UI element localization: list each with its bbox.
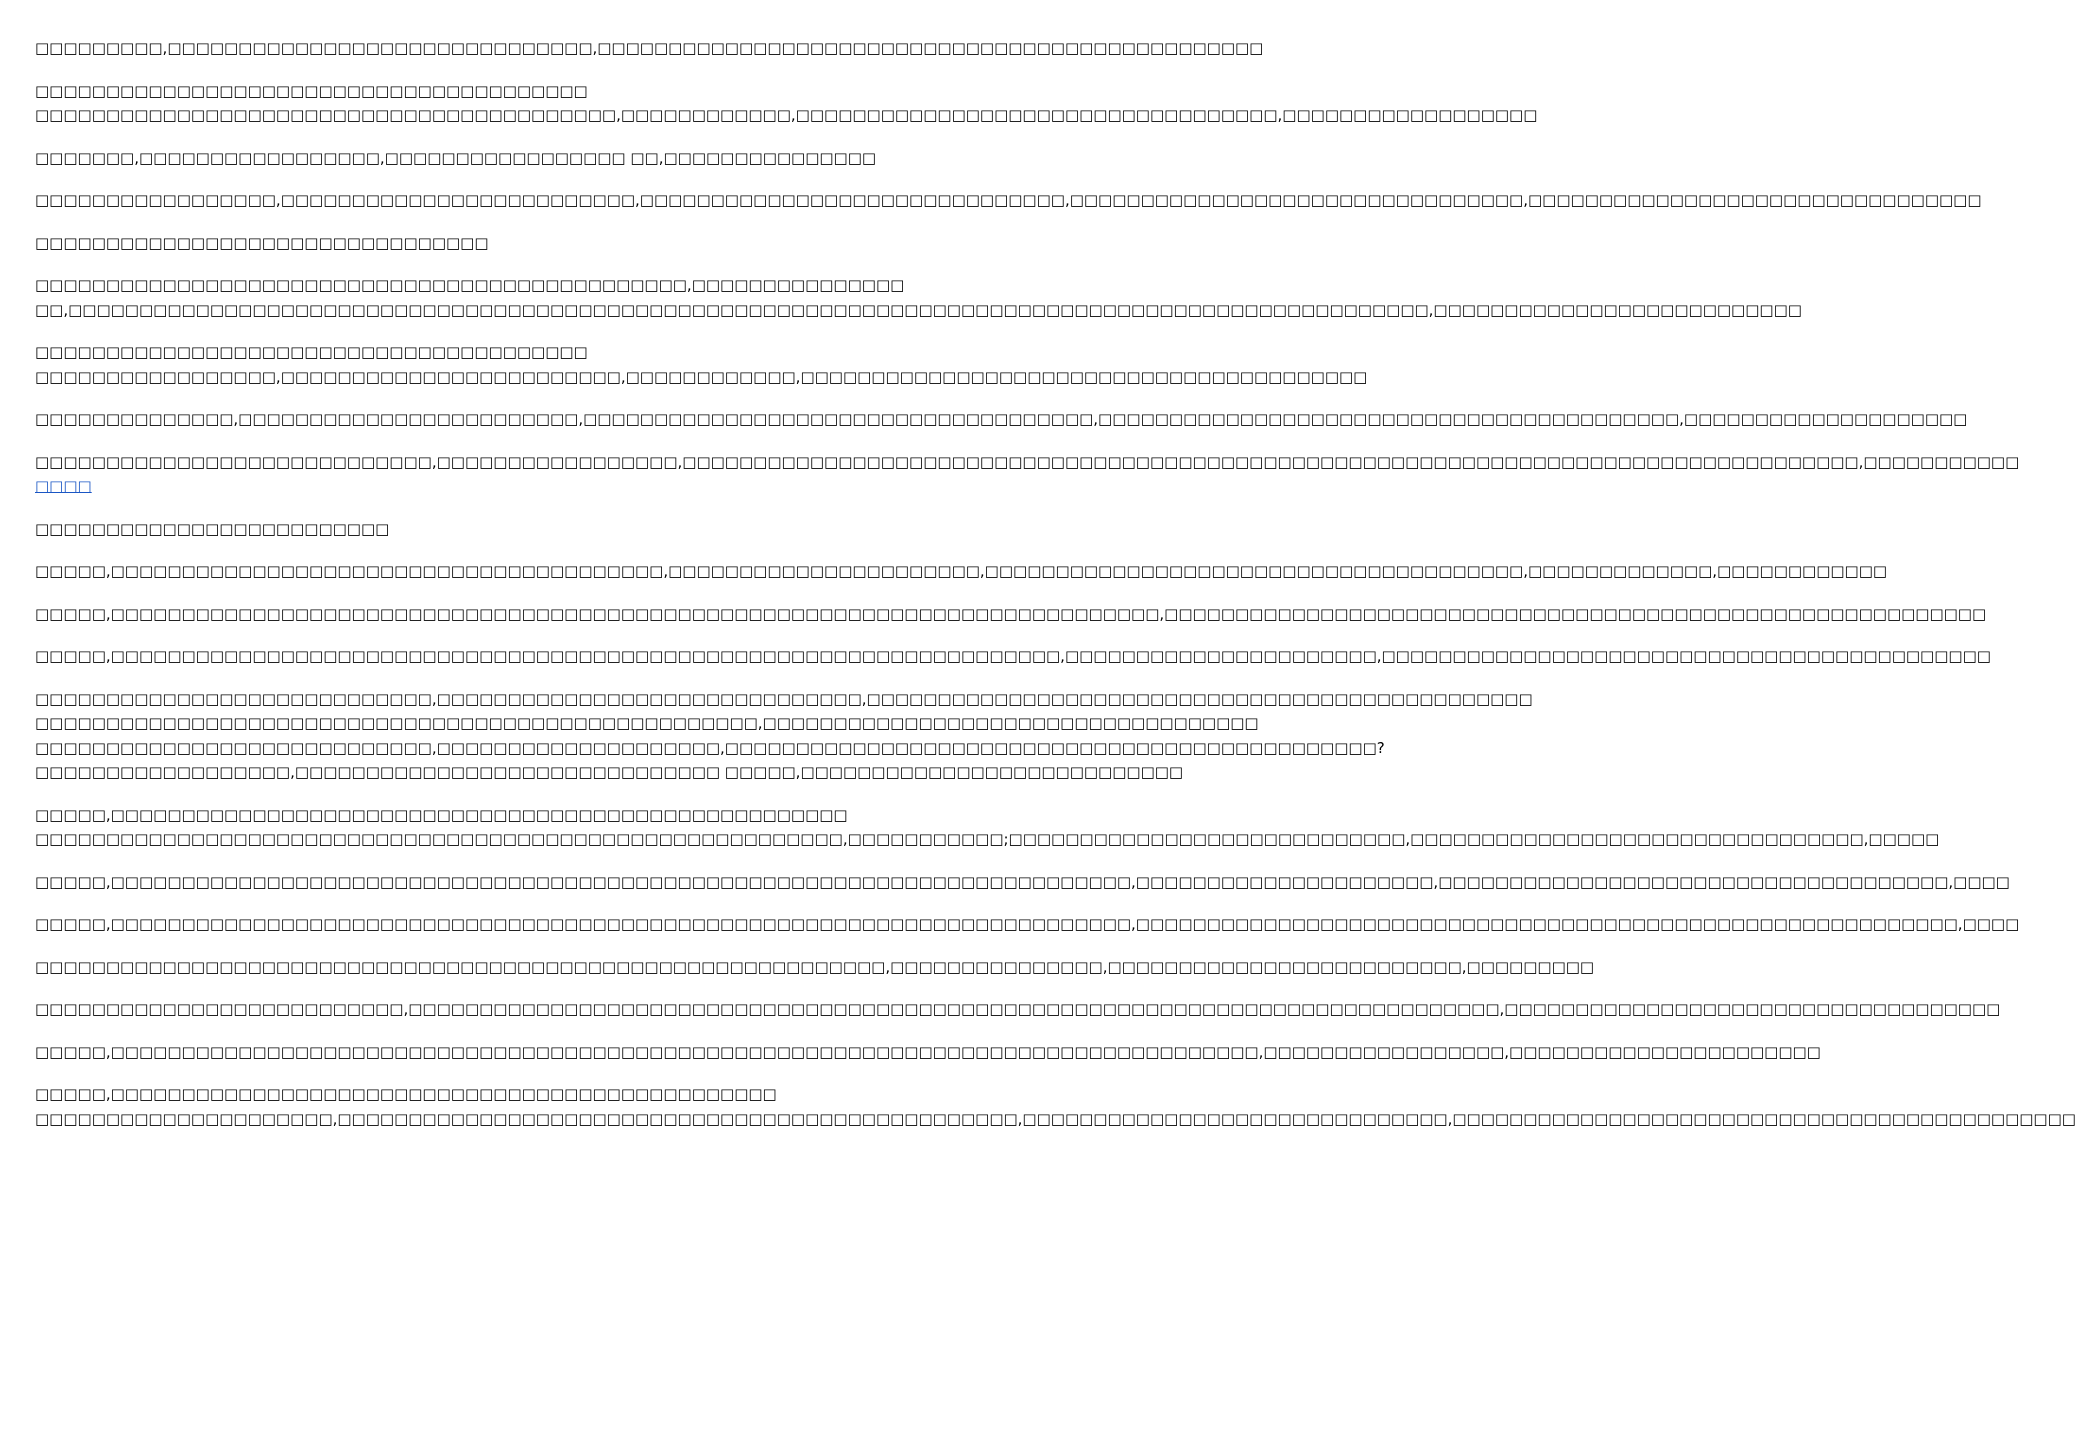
- text-line: □□□□□□□□□□□□□□□□□□□□□□□□□□□□□□□□: [35, 233, 489, 252]
- document-body: [35, 36, 2076, 1149]
- paragraph: [35, 36, 1264, 61]
- text-line: □□□□□□□□□□□□□□□□□□□□□□□□□□□□,□□□□□□□□□□□□□□□□□,□□□□□□□□□□□□□□□□□□□□□□□□□□□□□□□□□□□□□□□□□□□□□□□□□□□□□□□□□□□□□□□□□□□□□□□□□□□□□□□□□□□,□□□□□□□□□□□: [35, 452, 2020, 471]
- text-line: □□□□□□□□□□□□□□□□□□□□□□□□□□□□□□□□□□□□□□□: [35, 343, 588, 361]
- paragraph: [35, 231, 990, 256]
- text-line: □□□□□□□□□□□□□□□□□,□□□□□□□□□□□□□□□□□□□□□□□□□,□□□□□□□□□□□□□□□□□□□□□□□□□□□□□□,□□□□□□□□□□□□□□□□□□□□□□□□□□□□□□□□,□□□□□□□□□□□□□□□□□□□□□□□□□□□□□□□□: [35, 191, 1982, 209]
- text-line: □□□□□□□□□□□□□□□□□□□□□□□□□□□□□□□□□□□□□□□□□□□□□□□□□□□,□□□□□□□□□□□□□□□□□□□□□□□□□□□□□□□□□□□: [35, 714, 1259, 732]
- text-line: □□□□□□□□□□□□□□□□□□□□□□□□□□□□,□□□□□□□□□□□□□□□□□□□□,□□□□□□□□□□□□□□□□□□□□□□□□□□□□□□□□□□□□□□□□□□□□□□?: [35, 738, 1385, 757]
- paragraph: [35, 273, 1802, 322]
- text-line: □□□□□,□□□□□□□□□□□□□□□□□□□□□□□□□□□□□□□□□□□□□□□□□□□□□□□□□□□□□□□□□□□□□□□□□□□□□□□□,□□□□□□□□□□□□□□□□□□□□□□□□□□□□□□□□□□□□□□□□□□□□□□□□□□□□□□□□□□,□□□□: [35, 915, 2020, 933]
- paragraph: [35, 1040, 1821, 1065]
- text-line: □□□□□□□□□□□□□□,□□□□□□□□□□□□□□□□□□□□□□□□,□□□□□□□□□□□□□□□□□□□□□□□□□□□□□□□□□□□□,□□□□□□□□□□□□□□□□□□□□□□□□□□□□□□□□□□□□□□□□□,□□□□□□□□□□□□□□□□□□□□: [35, 410, 1968, 428]
- text-line: □□□□□□□□□□□□□□□□□□□□□□□□□□□□□□□□□□□□□□□□□□□□□□□□□□□□□□□□□□□□,□□□□□□□□□□□□□□□,□□□□□□□□□□□□□□□□□□□□□□□□□,□□□□□□□□□: [35, 957, 1595, 976]
- text-line: □□□□□,□□□□□□□□□□□□□□□□□□□□□□□□□□□□□□□□□□□□□□□□□□□□□□□□□□□□□□□□□□□□□□□□□□□□□□□□□□□□□□□□□,□□□□□□□□□□□□□□□□□,□□□□□□□□□□□□□□□□□□□□□□: [35, 1042, 1821, 1061]
- text-line: □□□□□□□□□□□□□□□□□□□□□□□□□: [35, 519, 390, 538]
- paragraph: [35, 450, 2020, 499]
- text-line: □□,□□□□□□□□□□□□□□□□□□□□□□□□□□□□□□□□□□□□□□□□□□□□□□□□□□□□□□□□□□□□□□□□□□□□□□□□□□□□□□□□□□□□□□□□□□□□□□□□,□□□□□□□□□□□□□□□□□□□□□□□□□□: [35, 300, 1802, 319]
- text-line: □□□□□□□,□□□□□□□□□□□□□□□□□,□□□□□□□□□□□□□□□□□ □□,□□□□□□□□□□□□□□□: [35, 148, 877, 167]
- text-line: □□□□□□□□□□□□□□□□□□□□□□□□□□□□□□□□□□□□□□□□□□□□□□,□□□□□□□□□□□□□□□: [35, 276, 905, 294]
- text-line: □□□□□□□□□,□□□□□□□□□□□□□□□□□□□□□□□□□□□□□□,□□□□□□□□□□□□□□□□□□□□□□□□□□□□□□□□□□□□□□□□□□□□□□□: [35, 39, 1264, 57]
- paragraph: [35, 517, 990, 542]
- paragraph: [35, 912, 2020, 937]
- paragraph: [35, 1082, 2076, 1131]
- paragraph: [35, 955, 1595, 980]
- text-line: □□□□□□□□□□□□□□□□□□□□□□□□□□□□□□□□□□□□□□□□□,□□□□□□□□□□□□,□□□□□□□□□□□□□□□□□□□□□□□□□□□□□□□□□□,□□□□□□□□□□□□□□□□□□: [35, 106, 1538, 124]
- text-line: □□□□□□□□□□□□□□□□□□□□□□□□□□,□□□□□□□□□□□□□□□□□□□□□□□□□□□□□□□□□□□□□□□□□□□□□□□□□□□□□□□□□□□□□□□□□□□□□□□□□□□□□,□□□□□□□□□□□□□□□□□□□□□□□□□□□□□□□□□□□: [35, 1000, 2001, 1018]
- paragraph: [35, 602, 1987, 627]
- paragraph: [35, 644, 1991, 669]
- text-line: □□□□□□□□□□□□□□□□□,□□□□□□□□□□□□□□□□□□□□□□□□,□□□□□□□□□□□□,□□□□□□□□□□□□□□□□□□□□□□□□□□□□□□□□□□□□□□□□: [35, 367, 1368, 386]
- text-line: □□□□□,□□□□□□□□□□□□□□□□□□□□□□□□□□□□□□□□□□□□□□□□□□□□□□□□□□□□: [35, 805, 848, 824]
- paragraph: [35, 803, 1940, 852]
- text-line: □□□□□,□□□□□□□□□□□□□□□□□□□□□□□□□□□□□□□□□□□□□□□□□□□□□□□□□□□□□□□□□□□□□□□□□□□□□□□□□□,□□□□□□□□□□□□□□□□□□□□□□□□□□□□□□□□□□□□□□□□□□□□□□□□□□□□□□□□□□: [35, 604, 1987, 623]
- paragraph: [35, 340, 1368, 389]
- paragraph: [35, 146, 990, 171]
- text-line: □□□□□,□□□□□□□□□□□□□□□□□□□□□□□□□□□□□□□□□□□□□□□□□□□□□□□□□□□□□□□□□□□□□□□□□□□,□□□□□□□□□□□□□□□□□□□□□□,□□□□□□□□□□□□□□□□□□□□□□□□□□□□□□□□□□□□□□□□□□□: [35, 647, 1991, 665]
- text-line: □□□□□□□□□□□□□□□□□□□□□□□□□□□□□□□□□□□□□□□: [35, 81, 588, 100]
- paragraph: [35, 79, 1538, 128]
- paragraph: [35, 687, 1533, 785]
- text-line: □□□□□□□□□□□□□□□□□□,□□□□□□□□□□□□□□□□□□□□□□□□□□□□□□ □□□□□,□□□□□□□□□□□□□□□□□□□□□□□□□□□: [35, 763, 1184, 781]
- paragraph: [35, 997, 2001, 1022]
- text-line: □□□□□,□□□□□□□□□□□□□□□□□□□□□□□□□□□□□□□□□□□□□□□□□□□□□□□: [35, 1085, 777, 1103]
- text-line: □□□□□□□□□□□□□□□□□□□□□□□□□□□□□□□□□□□□□□□□□□□□□□□□□□□□□□□□□,□□□□□□□□□□□;□□□□□□□□□□□□□□□□□□□□□□□□□□□□,□□□□□□□□□□□□□□□□□□□□□□□□□□□□□□□□,□□□□□: [35, 830, 1940, 848]
- text-line: □□□□□,□□□□□□□□□□□□□□□□□□□□□□□□□□□□□□□□□□□□□□□,□□□□□□□□□□□□□□□□□□□□□□,□□□□□□□□□□□□□□□□□□□□□□□□□□□□□□□□□□□□□□,□□□□□□□□□□□□□,□□□□□□□□□□□□: [35, 562, 1888, 580]
- inline-link[interactable]: □□□□: [35, 477, 92, 495]
- text-line: □□□□□,□□□□□□□□□□□□□□□□□□□□□□□□□□□□□□□□□□□□□□□□□□□□□□□□□□□□□□□□□□□□□□□□□□□□□□□□,□□□□□□□□□□□□□□□□□□□□□,□□□□□□□□□□□□□□□□□□□□□□□□□□□□□□□□□□□□,□□□□: [35, 872, 2010, 891]
- paragraph: [35, 870, 2010, 895]
- paragraph: [35, 559, 1888, 584]
- text-line: □□□□□□□□□□□□□□□□□□□□□,□□□□□□□□□□□□□□□□□□□□□□□□□□□□□□□□□□□□□□□□□□□□□□□□,□□□□□□□□□□□□□□□□□□□□□□□□□□□□□□,□□□□□□□□□□□□□□□□□□□□□□□□□□□□□□□□□□□□□□□□□□□□: [35, 1109, 2076, 1128]
- paragraph: [35, 188, 1982, 213]
- text-line: □□□□□□□□□□□□□□□□□□□□□□□□□□□□,□□□□□□□□□□□□□□□□□□□□□□□□□□□□□□,□□□□□□□□□□□□□□□□□□□□□□□□□□□□□□□□□□□□□□□□□□□□□□□: [35, 689, 1533, 708]
- paragraph: [35, 407, 1968, 432]
